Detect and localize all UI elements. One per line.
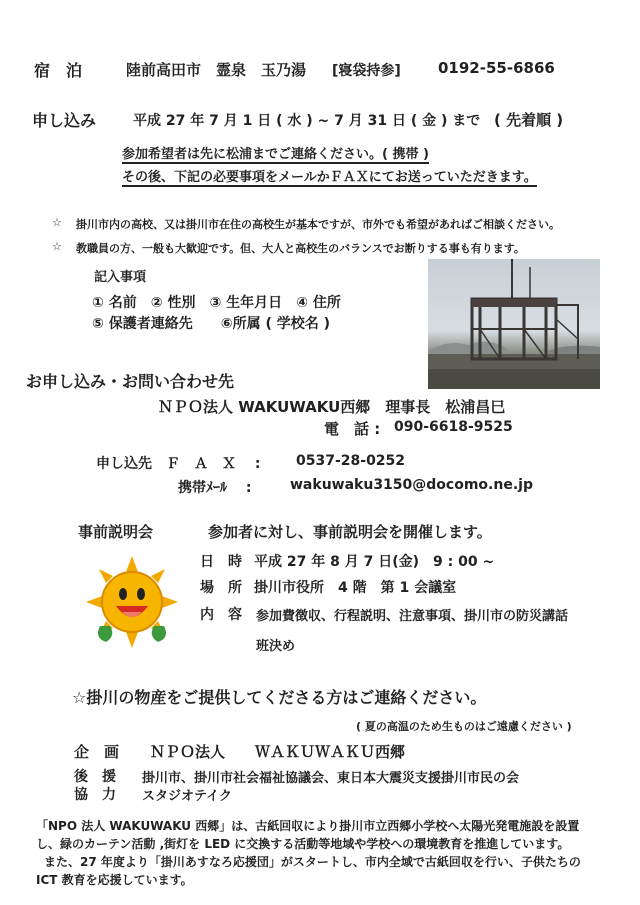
note-star-icon: ☆: [52, 240, 62, 253]
date-value: 平成 27 年 8 月 7 日(金) 9 : 00 ~: [254, 554, 495, 570]
contact-heading: お申し込み・お問い合わせ先: [26, 372, 235, 391]
required-row1: ① 名前 ② 性別 ③ 生年月日 ④ 住所: [92, 295, 341, 311]
fax-label: 申し込先 Ｆ Ａ Ｘ :: [96, 456, 261, 472]
footer-line-1: 「NPO 法人 WAKUWAKU 西郷」は、古紙回収により掛川市立西郷小学校へ太陽光発電施設を設置: [36, 819, 580, 833]
lodging-phone: 0192-55-6866: [438, 59, 555, 77]
disaster-tower-photo: [428, 259, 600, 389]
lodging-note: [寝袋持参]: [332, 63, 401, 79]
tel-value: 090-6618-9525: [394, 419, 513, 435]
application-order: ( 先着順 ): [494, 111, 564, 129]
application-period: 平成 27 年 7 月 1 日 ( 水 ) ~ 7 月 31 日 ( 金 ) まで: [133, 113, 481, 129]
date-label: 日 時: [200, 554, 242, 570]
content-label: 内 容: [200, 607, 242, 623]
contact-org: ＮＰＯ法人 WAKUWAKU西郷 理事長 松浦昌巳: [158, 398, 506, 416]
application-line1: 参加希望者は先に松浦までご連絡ください。( 携帯 ): [122, 143, 429, 164]
application-line2: その後、下記の必要事項をメールかＦＡＸにてお送っていただきます。: [122, 166, 537, 187]
credit-coop-value: スタジオテイク: [142, 789, 232, 804]
sun-mascot-icon: [86, 556, 178, 648]
fax-value: 0537-28-0252: [296, 453, 406, 469]
email-value: wakuwaku3150@docomo.ne.jp: [290, 477, 533, 493]
lodging-label: 宿 泊: [34, 61, 83, 80]
credit-coop-label: 協 力: [74, 787, 116, 803]
note-1: 掛川市内の高校、又は掛川市在住の高校生が基本ですが、市外でも希望があればご相談ください。: [76, 218, 560, 231]
content-value-2: 班決め: [256, 639, 296, 654]
place-value: 掛川市役所 4 階 第 1 会議室: [254, 580, 457, 596]
place-label: 場 所: [200, 580, 242, 596]
content-value: 参加費徴収、行程説明、注意事項、掛川市の防災講話: [256, 609, 569, 624]
credit-support-label: 後 援: [74, 769, 116, 785]
footer-line-2: し、緑のカーテン活動 ,街灯を LED に交換する活動等地域や学校への環境教育を推進しています。: [36, 837, 570, 851]
note-star-icon: ☆: [52, 216, 62, 229]
application-label: 申し込み: [32, 111, 97, 130]
tel-label: 電 話 :: [324, 420, 381, 438]
required-title: 記入事項: [94, 270, 147, 285]
briefing-lead: 参加者に対し、事前説明会を開催します。: [208, 523, 492, 541]
briefing-title: 事前説明会: [78, 523, 154, 541]
required-row2: ⑤ 保護者連絡先 ⑥所属 ( 学校名 ): [92, 316, 330, 332]
footer-line-3: また、27 年度より「掛川あすなろ応援団」がスタートし、市内全域で古紙回収を行い、子供たちの: [44, 855, 581, 869]
footer-line-4: ICT 教育を応援しています。: [36, 873, 193, 887]
credit-support-value: 掛川市、掛川市社会福祉協議会、東日本大震災支援掛川市民の会: [142, 771, 520, 786]
products-request: ☆掛川の物産をご提供してくださる方はご連絡ください。: [72, 688, 487, 707]
note-2: 教職員の方、一般も大歓迎です。但、大人と高校生のバランスでお断りする事も有ります。: [76, 242, 525, 255]
products-note: ( 夏の高温のため生ものはご遠慮ください ): [356, 720, 572, 733]
mobile-label: 携帯ﾒｰﾙ :: [178, 480, 252, 496]
lodging-place: 陸前高田市 霊泉 玉乃湯: [126, 61, 307, 79]
credit-plan-value: ＮＰＯ法人 ＷＡＫＵＷＡＫＵ西郷: [150, 743, 406, 761]
credit-plan-label: 企 画: [74, 743, 120, 761]
